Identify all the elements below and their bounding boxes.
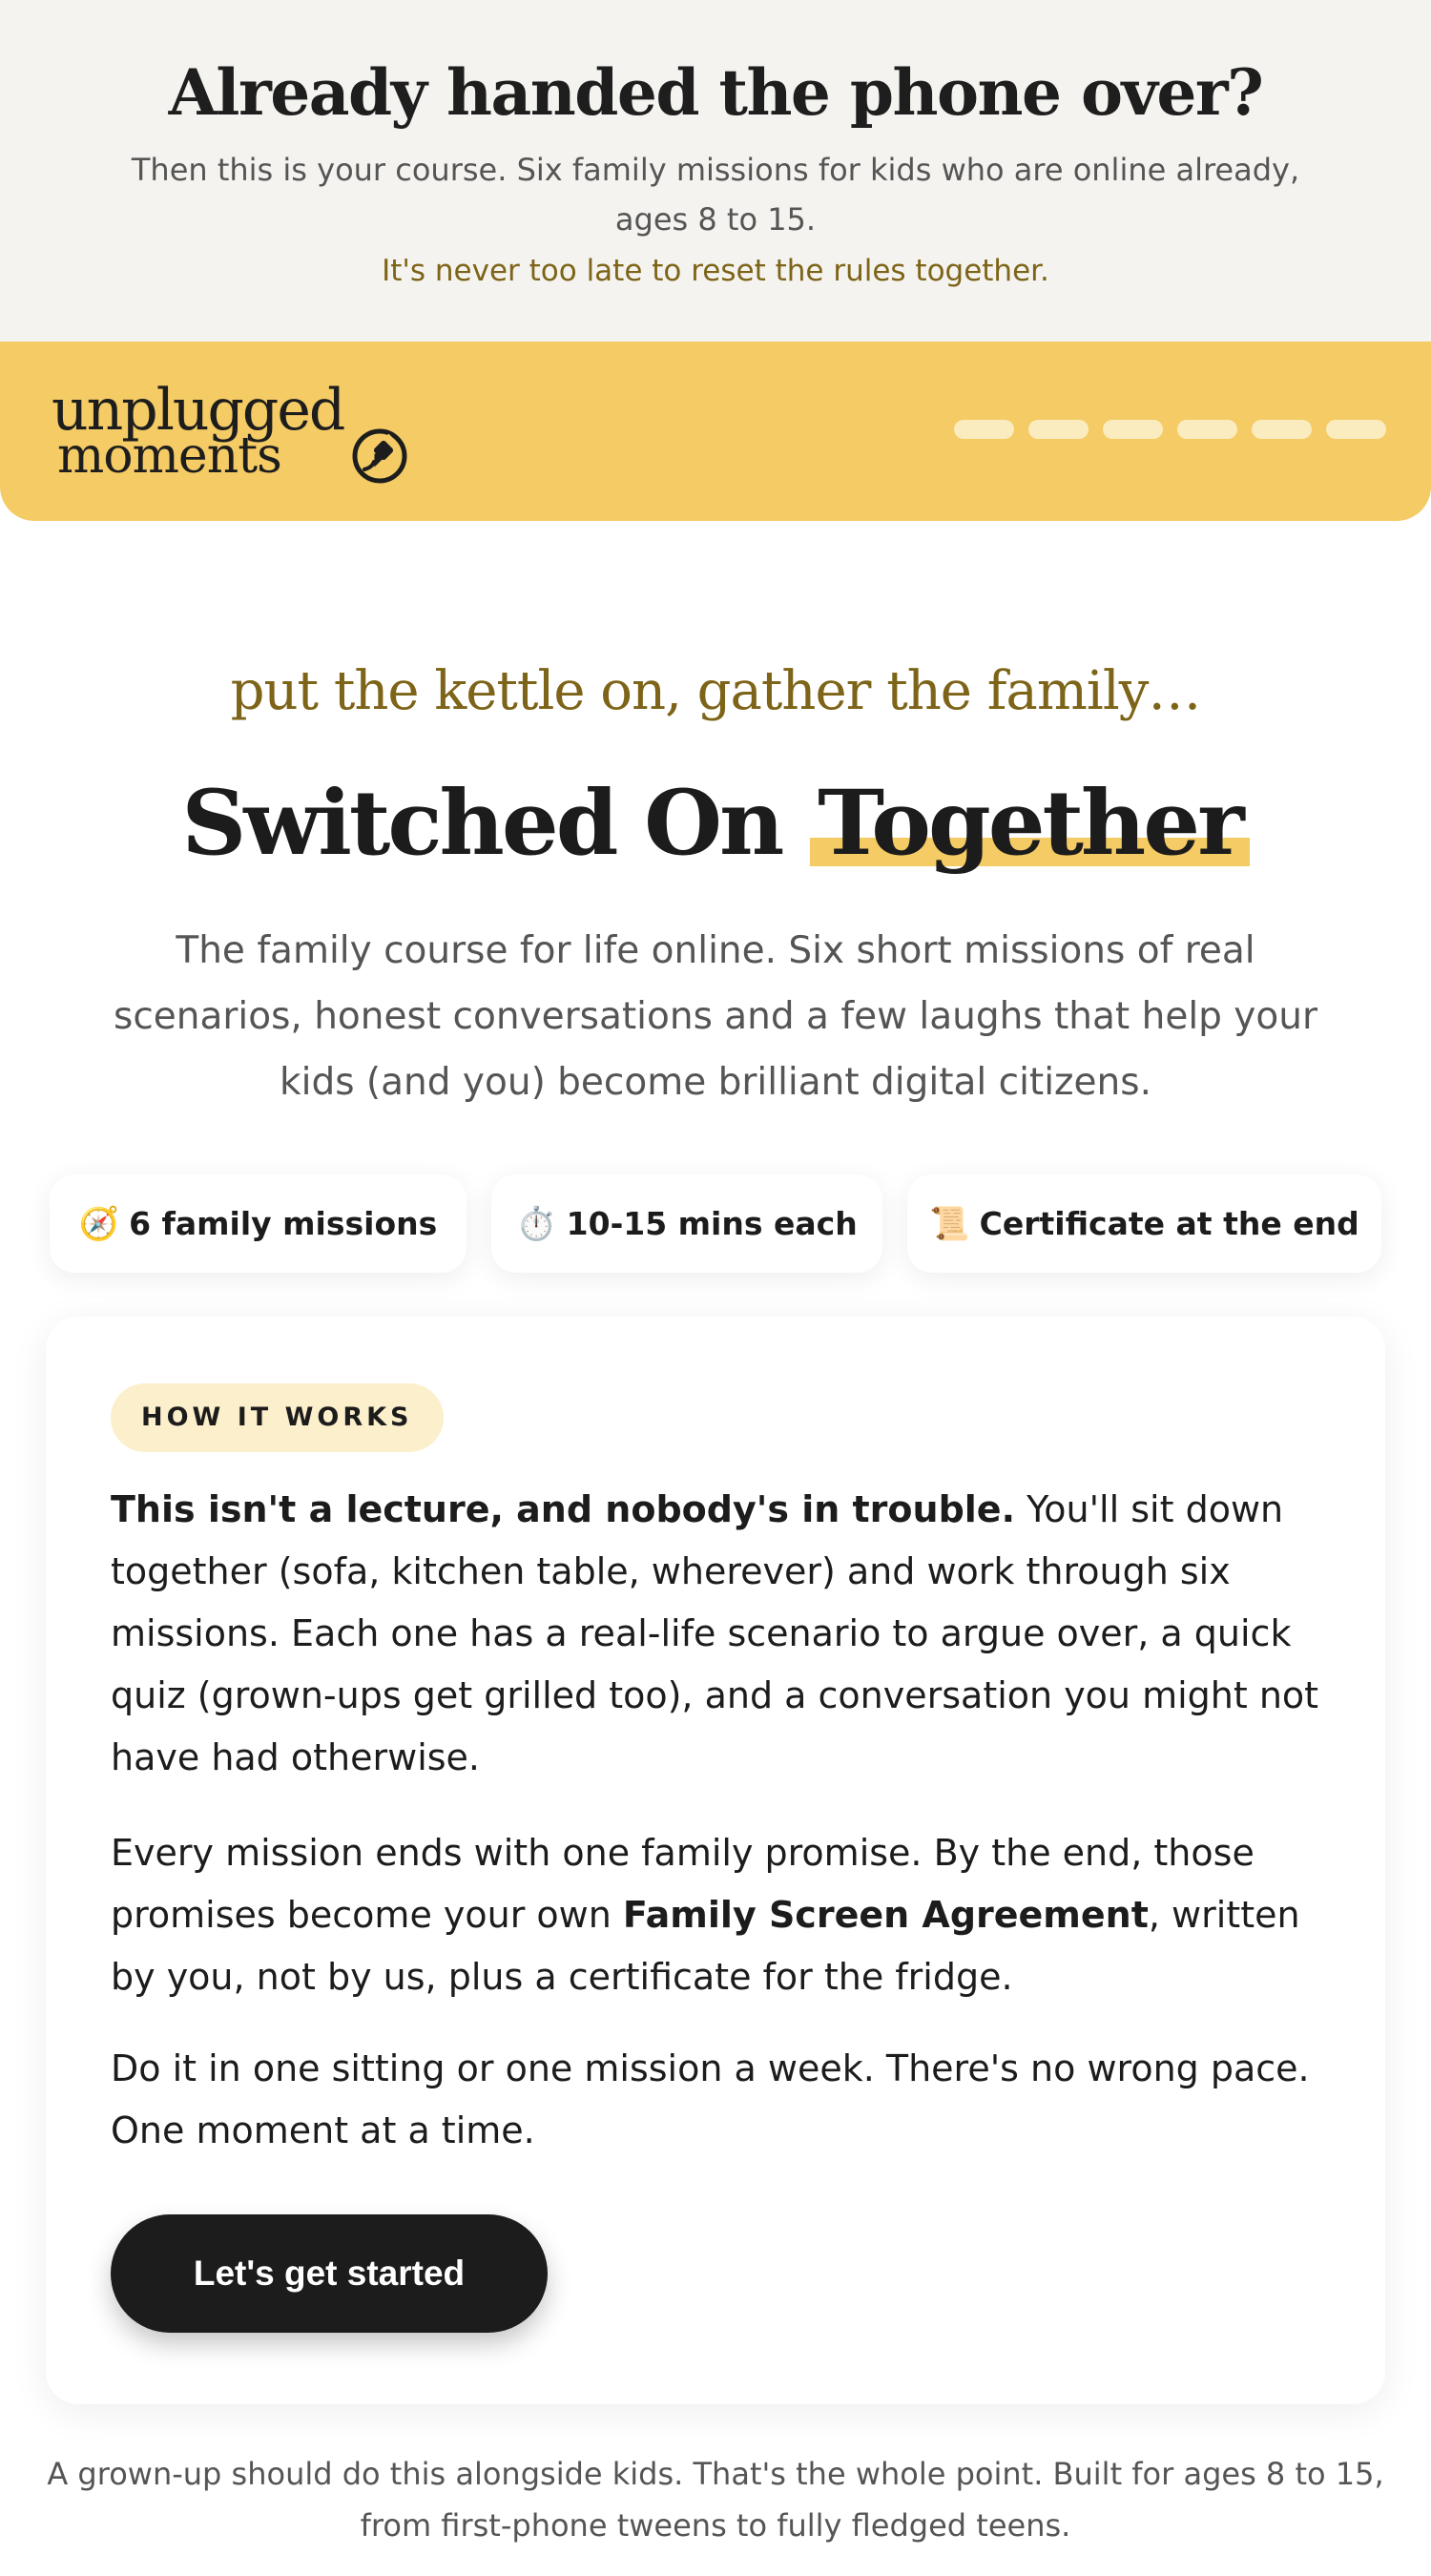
nav-item-2[interactable]: [1028, 420, 1089, 439]
nav-item-1[interactable]: [954, 420, 1014, 439]
nav-item-5[interactable]: [1252, 420, 1312, 439]
nav-item-4[interactable]: [1177, 420, 1237, 439]
feature-label: 10-15 mins each: [566, 1205, 858, 1242]
how-it-works-paragraph-3: Do it in one sitting or one mission a week. There's no wrong pace. One moment at a time.: [111, 2047, 1310, 2151]
hero-description: The family course for life online. Six short missions of real scenarios, honest conversations and a few laughs that help your kids (and you) become brilliant digital citizens.: [114, 929, 1317, 1104]
feature-label: Certificate at the end: [979, 1205, 1359, 1242]
nav-menu: [954, 420, 1386, 439]
paragraph-1-bold: This isn't a lecture, and nobody's in trouble.: [111, 1488, 1016, 1530]
paragraph-2-text-a: Every mission ends with one family promise. By the end, those promises become your own: [111, 1832, 1255, 1936]
plug-icon: [351, 424, 412, 485]
how-it-works-badge: HOW IT WORKS: [111, 1383, 444, 1452]
how-it-works-paragraph-1: [111, 1479, 1351, 1789]
logo-line-2: moments: [57, 427, 281, 485]
stopwatch-icon: ⏱️: [516, 1204, 557, 1243]
feature-chip-duration: [491, 1174, 882, 1273]
site-header: [0, 342, 1431, 521]
hero-title: [0, 771, 1431, 876]
logo[interactable]: [52, 376, 414, 490]
logo-line-1: unplugged: [52, 377, 344, 444]
paragraph-2-text-b: , written by you, not by us, plus a certificate for the fridge.: [111, 1894, 1300, 1998]
hero-title-highlight: Together: [810, 771, 1250, 876]
family-screen-agreement: Family Screen Agreement: [622, 1894, 1149, 1936]
hero-tagline: put the kettle on, gather the family…: [230, 660, 1201, 722]
promo-banner: [0, 0, 1431, 342]
paragraph-1-text: You'll sit down together (sofa, kitchen table, wherever) and work through six missions. Each one has a real-life scenario to argue over, a quick quiz (grown-ups get grilled too), and a conversation you might not have had otherwise.: [111, 1488, 1319, 1778]
promo-subtitle: Then this is your course. Six family missions for kids who are online already, ages 8 to 15.: [131, 152, 1300, 238]
promo-title: Already handed the phone over?: [168, 55, 1263, 130]
feature-label: 6 family missions: [129, 1205, 438, 1242]
compass-icon: 🧭: [78, 1204, 120, 1243]
how-it-works-card: [46, 1317, 1385, 2404]
hero-title-plain: Switched On: [181, 771, 811, 876]
feature-chip-missions: [50, 1174, 467, 1273]
feature-chips: [50, 1174, 1381, 1273]
how-it-works-paragraph-2: [111, 1822, 1351, 2008]
nav-item-6[interactable]: [1326, 420, 1386, 439]
get-started-button[interactable]: Let's get started: [111, 2214, 548, 2333]
scroll-icon: 📜: [929, 1204, 970, 1243]
promo-link[interactable]: It's never too late to reset the rules together.: [382, 254, 1049, 288]
feature-chip-certificate: [907, 1174, 1381, 1273]
nav-item-3[interactable]: [1103, 420, 1163, 439]
footnote: A grown-up should do this alongside kids. That's the whole point. Built for ages 8 to 15, from first-phone tweens to fully fledged teens.: [47, 2456, 1384, 2544]
